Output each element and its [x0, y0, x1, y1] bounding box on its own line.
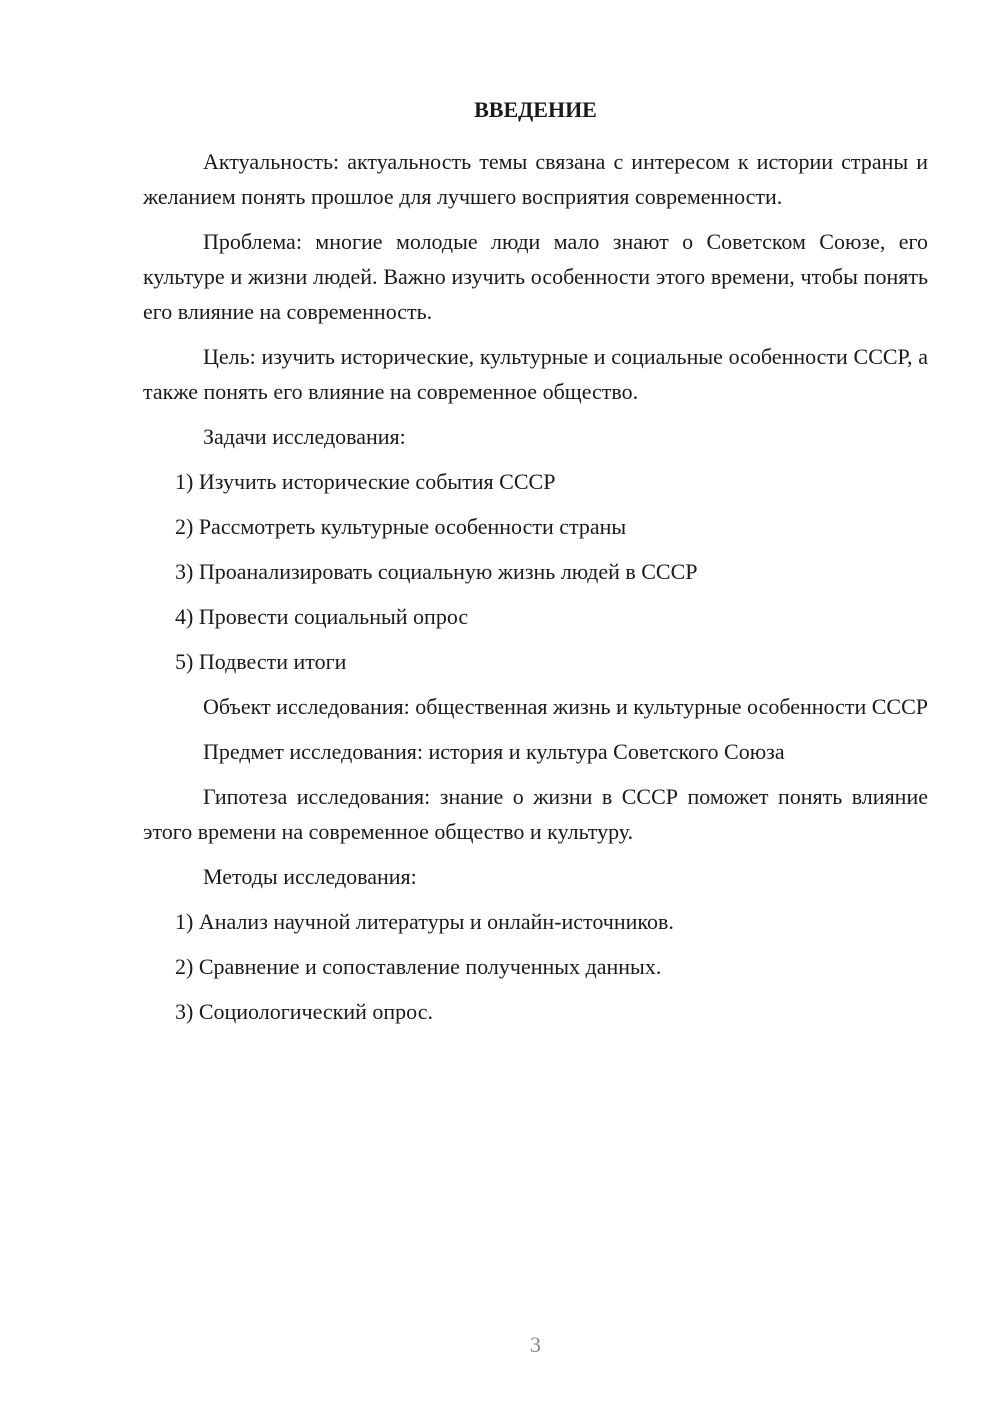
document-page [143, 93, 928, 1039]
method-item: 3) Социологический опрос. [175, 999, 433, 1024]
methods-heading: Методы исследования: [203, 864, 417, 889]
page-number: 3 [530, 1332, 541, 1357]
paragraph-subject: Предмет исследования: история и культура Советского Союза [203, 739, 785, 764]
task-item: 2) Рассмотреть культурные особенности страны [175, 514, 627, 539]
task-item: 1) Изучить исторические события СССР [175, 469, 556, 494]
task-item: 5) Подвести итоги [175, 649, 347, 674]
paragraph-hypothesis: Гипотеза исследования: знание о жизни в СССР поможет понять влияние этого времени на современное общество и культуру. [143, 784, 928, 844]
paragraph-problem: Проблема: многие молодые люди мало знают о Советском Союзе, его культуре и жизни людей. Важно изучить особенности этого времени, чтобы понять его влияние на современность. [143, 229, 928, 324]
section-title: ВВЕДЕНИЕ [474, 97, 597, 122]
paragraph-object: Объект исследования: общественная жизнь и культурные особенности СССР [203, 694, 929, 719]
task-item: 4) Провести социальный опрос [175, 604, 469, 629]
paragraph-relevance: Актуальность: актуальность темы связана с интересом к истории страны и желанием понять прошлое для лучшего восприятия современности. [143, 149, 928, 209]
task-item: 3) Проанализировать социальную жизнь людей в СССР [175, 559, 698, 584]
method-item: 2) Сравнение и сопоставление полученных данных. [175, 954, 662, 979]
tasks-heading: Задачи исследования: [203, 424, 406, 449]
paragraph-goal: Цель: изучить исторические, культурные и социальные особенности СССР, а также понять его влияние на современное общество. [143, 344, 928, 404]
method-item: 1) Анализ научной литературы и онлайн-источников. [175, 909, 674, 934]
